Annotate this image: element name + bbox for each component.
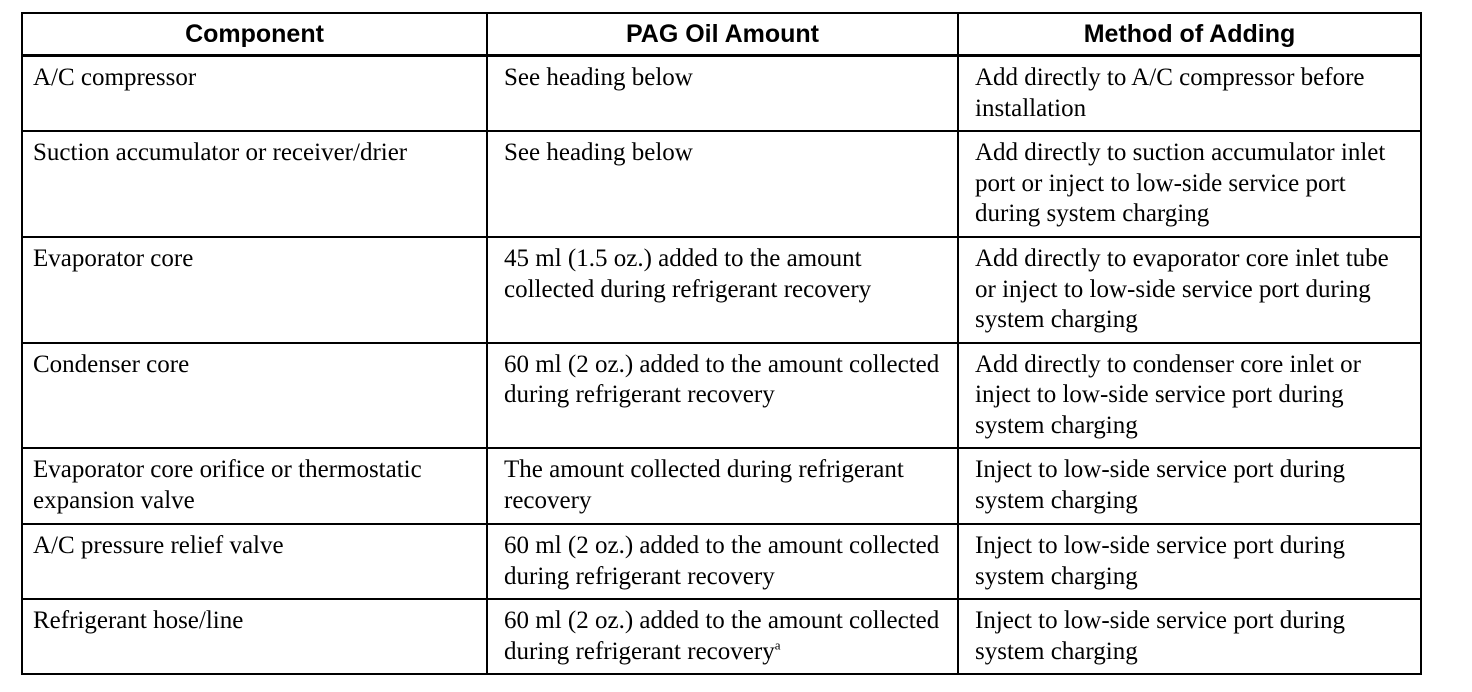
cell-component: Evaporator core orifice or thermostatic expansion valve — [22, 448, 487, 524]
cell-amount: 60 ml (2 oz.) added to the amount collected during refrigerant recovery — [487, 524, 958, 599]
header-method-of-adding: Method of Adding — [958, 13, 1421, 56]
cell-amount: 45 ml (1.5 oz.) added to the amount collected during refrigerant recovery — [487, 237, 958, 343]
header-pag-oil-amount: PAG Oil Amount — [487, 13, 958, 56]
cell-component: Evaporator core — [22, 237, 487, 343]
cell-amount: See heading below — [487, 131, 958, 237]
table-header-row — [22, 13, 1421, 56]
cell-amount-text: 60 ml (2 oz.) added to the amount collected during refrigerant recovery — [504, 607, 940, 665]
table-row — [22, 524, 1421, 599]
header-component: Component — [22, 13, 487, 56]
cell-component: Suction accumulator or receiver/drier — [22, 131, 487, 237]
cell-amount — [487, 599, 958, 674]
table-row — [22, 131, 1421, 237]
pag-oil-table — [21, 12, 1422, 675]
cell-method: Add directly to condenser core inlet or inject to low-side service port during system charging — [958, 343, 1421, 449]
cell-method: Inject to low-side service port during system charging — [958, 448, 1421, 524]
table-row — [22, 343, 1421, 449]
cell-method: Add directly to suction accumulator inlet port or inject to low-side service port during system charging — [958, 131, 1421, 237]
table-row — [22, 448, 1421, 524]
cell-amount: 60 ml (2 oz.) added to the amount collected during refrigerant recovery — [487, 343, 958, 449]
table-row — [22, 56, 1421, 132]
table-row — [22, 237, 1421, 343]
cell-component: A/C pressure relief valve — [22, 524, 487, 599]
table-row — [22, 599, 1421, 674]
cell-amount: The amount collected during refrigerant recovery — [487, 448, 958, 524]
cell-component: A/C compressor — [22, 56, 487, 132]
cell-amount: See heading below — [487, 56, 958, 132]
cell-method: Inject to low-side service port during system charging — [958, 524, 1421, 599]
cell-method: Inject to low-side service port during system charging — [958, 599, 1421, 674]
footnote-marker: a — [774, 637, 781, 653]
cell-method: Add directly to A/C compressor before installation — [958, 56, 1421, 132]
cell-method: Add directly to evaporator core inlet tube or inject to low-side service port during system charging — [958, 237, 1421, 343]
cell-component: Condenser core — [22, 343, 487, 449]
cell-component: Refrigerant hose/line — [22, 599, 487, 674]
